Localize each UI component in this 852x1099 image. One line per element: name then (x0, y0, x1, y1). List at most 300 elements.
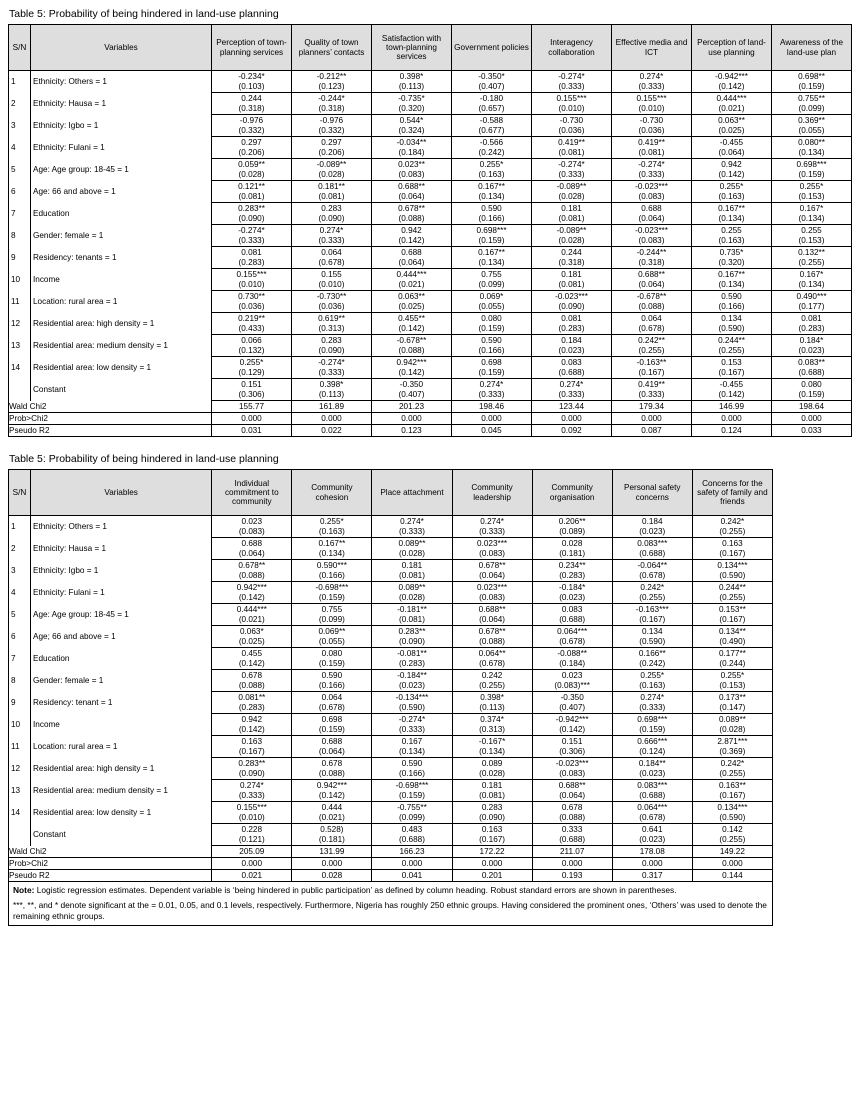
std-error-cell: (0.153) (692, 681, 772, 692)
coefficient-cell: -0.976 (212, 115, 292, 126)
table-row (9, 780, 773, 791)
coefficient-cell: 0.590 (692, 291, 772, 302)
std-error-cell: (0.010) (212, 813, 292, 824)
coefficient-cell: -0.274* (612, 159, 692, 170)
statistic-value: 172.22 (452, 846, 532, 858)
table-row (9, 626, 773, 637)
row-serial: 6 (9, 626, 31, 648)
std-error-cell: (0.090) (292, 346, 372, 357)
coefficient-cell: 0.177** (692, 648, 772, 659)
coefficient-cell: 0.244** (692, 582, 772, 593)
table-row (9, 560, 773, 571)
row-variable-name: Age: Age group: 18-45 = 1 (31, 604, 212, 626)
std-error-cell: (0.142) (532, 725, 612, 736)
coefficient-cell: 0.081 (212, 247, 292, 258)
coefficient-cell: 0.023** (372, 159, 452, 170)
statistic-value: 166.23 (372, 846, 452, 858)
std-error-cell: (0.064) (452, 571, 532, 582)
std-error-cell: (0.407) (372, 390, 452, 401)
row-variable-name: Ethnicity: Others = 1 (31, 516, 212, 538)
statistic-value: 0.000 (372, 413, 452, 425)
coefficient-cell: 0.942*** (292, 780, 372, 791)
regression-table (8, 469, 773, 882)
table-spacer (8, 437, 773, 451)
row-serial: 13 (9, 335, 31, 357)
std-error-cell: (0.283) (212, 703, 292, 714)
std-error-cell: (0.142) (692, 390, 772, 401)
coefficient-cell: 0.688 (292, 736, 372, 747)
std-error-cell: (0.099) (292, 615, 372, 626)
std-error-cell: (0.083) (532, 769, 612, 780)
std-error-cell: (0.153) (772, 236, 852, 247)
std-error-cell: (0.166) (452, 346, 532, 357)
coefficient-cell: -0.678** (372, 335, 452, 346)
coefficient-cell: 0.181** (292, 181, 372, 192)
std-error-cell: (0.242) (452, 148, 532, 159)
coefficient-cell: 0.590*** (292, 560, 372, 571)
statistic-label: Pseudo R2 (9, 870, 212, 882)
coefficient-cell: -0.274* (532, 71, 612, 82)
std-error-cell: (0.134) (452, 258, 532, 269)
coefficient-cell: -0.350 (372, 379, 452, 390)
coefficient-cell: -0.023*** (532, 758, 612, 769)
row-variable-name: Residency: tenant = 1 (31, 692, 212, 714)
statistic-value: 123.44 (532, 401, 612, 413)
std-error-cell: (0.028) (212, 170, 292, 181)
std-error-cell: (0.177) (772, 302, 852, 313)
column-header-8: Concerns for the safety of family and friends (692, 470, 772, 516)
coefficient-cell: 0.698** (772, 71, 852, 82)
statistic-value: 0.317 (612, 870, 692, 882)
coefficient-cell: -0.730** (292, 291, 372, 302)
table-row (9, 203, 852, 214)
coefficient-cell: 0.134*** (692, 802, 772, 813)
coefficient-cell: -0.023*** (612, 225, 692, 236)
coefficient-cell: 0.163 (692, 538, 772, 549)
row-variable-name: Residential area: high density = 1 (31, 758, 212, 780)
coefficient-cell: 0.167** (292, 538, 372, 549)
std-error-cell: (0.490) (692, 637, 772, 648)
std-error-cell: (0.090) (532, 302, 612, 313)
std-error-cell: (0.244) (692, 659, 772, 670)
coefficient-cell: 0.167** (452, 247, 532, 258)
std-error-cell: (0.090) (212, 214, 292, 225)
coefficient-cell: -0.244* (292, 93, 372, 104)
coefficient-cell: 0.134 (692, 313, 772, 324)
statistic-value: 0.033 (772, 425, 852, 437)
coefficient-cell: 0.064*** (612, 802, 692, 813)
std-error-cell: (0.134) (772, 214, 852, 225)
std-error-cell: (0.064) (212, 549, 292, 560)
coefficient-cell: 0.283 (292, 203, 372, 214)
table-block-1 (8, 8, 844, 437)
coefficient-cell: 0.274* (532, 379, 612, 390)
table-row (9, 225, 852, 236)
std-error-cell: (0.099) (372, 813, 452, 824)
std-error-cell: (0.088) (452, 637, 532, 648)
std-error-cell: (0.318) (212, 104, 292, 115)
table-row (9, 582, 773, 593)
std-error-cell: (0.163) (292, 527, 372, 538)
coefficient-cell: 0.069** (292, 626, 372, 637)
statistic-value: 0.000 (532, 413, 612, 425)
coefficient-cell: 0.081 (772, 313, 852, 324)
row-variable-name: Ethnicity: Igbo = 1 (31, 560, 212, 582)
std-error-cell: (0.181) (292, 835, 372, 846)
table-row (9, 758, 773, 769)
coefficient-cell: -0.134*** (372, 692, 452, 703)
std-error-cell: (0.255) (452, 681, 532, 692)
std-error-cell: (0.088) (212, 681, 292, 692)
coefficient-cell: 0.023 (212, 516, 292, 527)
std-error-cell: (0.025) (692, 126, 772, 137)
coefficient-cell: 0.297 (292, 137, 372, 148)
table-row (9, 538, 773, 549)
coefficient-cell: 0.155*** (532, 93, 612, 104)
coefficient-cell: -0.942*** (532, 714, 612, 725)
coefficient-cell: 0.155*** (212, 269, 292, 280)
std-error-cell: (0.036) (532, 126, 612, 137)
statistic-value: 211.07 (532, 846, 612, 858)
row-serial: 10 (9, 269, 31, 291)
std-error-cell: (0.147) (692, 703, 772, 714)
std-error-cell: (0.333) (612, 703, 692, 714)
statistic-value: 0.045 (452, 425, 532, 437)
std-error-cell: (0.306) (212, 390, 292, 401)
row-variable-name: Ethnicity: Hausa = 1 (31, 93, 212, 115)
coefficient-cell: 0.181 (452, 780, 532, 791)
coefficient-cell: -0.181** (372, 604, 452, 615)
statistic-value: 0.092 (532, 425, 612, 437)
statistic-value: 0.123 (372, 425, 452, 437)
coefficient-cell: 0.083** (772, 357, 852, 368)
coefficient-cell: 0.698 (452, 357, 532, 368)
std-error-cell: (0.167) (692, 791, 772, 802)
std-error-cell: (0.083)*** (532, 681, 612, 692)
std-error-cell: (0.088) (212, 571, 292, 582)
coefficient-cell: -0.064** (612, 560, 692, 571)
std-error-cell: (0.166) (452, 214, 532, 225)
std-error-cell: (0.318) (612, 258, 692, 269)
table-row (9, 379, 852, 390)
std-error-cell: (0.255) (692, 593, 772, 604)
std-error-cell: (0.159) (772, 390, 852, 401)
std-error-cell: (0.181) (532, 549, 612, 560)
row-serial: 4 (9, 582, 31, 604)
row-serial: 14 (9, 357, 31, 379)
coefficient-cell: 0.483 (372, 824, 452, 835)
std-error-cell: (0.081) (532, 280, 612, 291)
std-error-cell: (0.028) (452, 769, 532, 780)
coefficient-cell: 0.089** (372, 538, 452, 549)
statistic-row (9, 858, 773, 870)
row-serial: 11 (9, 736, 31, 758)
row-serial (9, 379, 31, 401)
row-variable-name: Education (31, 203, 212, 225)
table-row (9, 313, 852, 324)
row-serial: 1 (9, 516, 31, 538)
std-error-cell: (0.206) (212, 148, 292, 159)
coefficient-cell: 0.153 (692, 357, 772, 368)
std-error-cell: (0.088) (292, 769, 372, 780)
std-error-cell: (0.678) (452, 659, 532, 670)
coefficient-cell: 0.755 (292, 604, 372, 615)
std-error-cell: (0.313) (452, 725, 532, 736)
coefficient-cell: 0.283 (292, 335, 372, 346)
row-serial: 1 (9, 71, 31, 93)
coefficient-cell: 0.184 (612, 516, 692, 527)
column-header-7: Effective media and ICT (612, 25, 692, 71)
std-error-cell: (0.010) (292, 280, 372, 291)
row-serial: 3 (9, 115, 31, 137)
row-variable-name: Ethnicity: Fulani = 1 (31, 582, 212, 604)
std-error-cell: (0.159) (452, 368, 532, 379)
coefficient-cell: 0.063* (212, 626, 292, 637)
coefficient-cell: 0.274* (212, 780, 292, 791)
coefficient-cell: 0.064 (292, 692, 372, 703)
coefficient-cell: 0.455** (372, 313, 452, 324)
std-error-cell: (0.333) (372, 725, 452, 736)
std-error-cell: (0.159) (372, 791, 452, 802)
coefficient-cell: 0.419** (612, 137, 692, 148)
std-error-cell: (0.023) (612, 769, 692, 780)
std-error-cell: (0.255) (692, 527, 772, 538)
coefficient-cell: 0.181 (532, 269, 612, 280)
row-variable-name: Residential area: low density = 1 (31, 357, 212, 379)
std-error-cell: (0.167) (692, 549, 772, 560)
row-serial: 8 (9, 670, 31, 692)
coefficient-cell: 0.080 (772, 379, 852, 390)
std-error-cell: (0.166) (692, 302, 772, 313)
table-row (9, 335, 852, 346)
coefficient-cell: 0.678** (372, 203, 452, 214)
coefficient-cell: -0.274* (292, 357, 372, 368)
coefficient-cell: 0.755 (452, 269, 532, 280)
coefficient-cell: 0.089 (452, 758, 532, 769)
std-error-cell: (0.134) (692, 280, 772, 291)
coefficient-cell: 0.398* (292, 379, 372, 390)
std-error-cell: (0.255) (612, 346, 692, 357)
std-error-cell: (0.678) (612, 571, 692, 582)
coefficient-cell: -0.163** (612, 357, 692, 368)
std-error-cell: (0.333) (612, 82, 692, 93)
std-error-cell: (0.142) (372, 236, 452, 247)
std-error-cell: (0.088) (532, 813, 612, 824)
coefficient-cell: 0.688** (372, 181, 452, 192)
coefficient-cell: 0.080 (452, 313, 532, 324)
coefficient-cell: 0.274* (452, 379, 532, 390)
coefficient-cell: 0.283** (212, 758, 292, 769)
std-error-cell: (0.678) (532, 637, 612, 648)
std-error-cell: (0.081) (372, 615, 452, 626)
coefficient-cell: 0.678** (452, 626, 532, 637)
coefficient-cell: 0.698*** (452, 225, 532, 236)
std-error-cell: (0.688) (532, 835, 612, 846)
coefficient-cell: 0.023*** (452, 582, 532, 593)
coefficient-cell: 0.064 (612, 313, 692, 324)
coefficient-cell: 0.155*** (612, 93, 692, 104)
row-variable-name: Education (31, 648, 212, 670)
std-error-cell: (0.333) (532, 170, 612, 181)
column-header-1: Variables (31, 470, 212, 516)
coefficient-cell: 0.063** (372, 291, 452, 302)
std-error-cell: (0.166) (292, 571, 372, 582)
coefficient-cell: 0.242* (612, 582, 692, 593)
coefficient-cell: 0.173** (692, 692, 772, 703)
coefficient-cell: 0.134 (612, 626, 692, 637)
std-error-cell: (0.134) (772, 280, 852, 291)
row-serial: 2 (9, 538, 31, 560)
std-error-cell: (0.167) (612, 615, 692, 626)
std-error-cell: (0.142) (372, 368, 452, 379)
row-variable-name: Ethnicity: Hausa = 1 (31, 538, 212, 560)
statistic-label: Wald Chi2 (9, 846, 212, 858)
std-error-cell: (0.083) (452, 593, 532, 604)
statistic-row (9, 401, 852, 413)
std-error-cell: (0.688) (612, 549, 692, 560)
statistic-value: 0.000 (692, 858, 772, 870)
column-header-4: Satisfaction with town-planning services (372, 25, 452, 71)
row-serial: 12 (9, 758, 31, 780)
coefficient-cell: 0.369** (772, 115, 852, 126)
coefficient-cell: 0.398* (452, 692, 532, 703)
std-error-cell: (0.306) (532, 747, 612, 758)
std-error-cell: (0.163) (692, 192, 772, 203)
coefficient-cell: -0.089** (532, 225, 612, 236)
statistic-row (9, 413, 852, 425)
std-error-cell: (0.142) (692, 170, 772, 181)
coefficient-cell: 0.242 (452, 670, 532, 681)
std-error-cell: (0.036) (292, 302, 372, 313)
std-error-cell: (0.324) (372, 126, 452, 137)
std-error-cell: (0.036) (612, 126, 692, 137)
coefficient-cell: 0.528) (292, 824, 372, 835)
coefficient-cell: 0.083 (532, 357, 612, 368)
coefficient-cell: -0.455 (692, 379, 772, 390)
row-variable-name: Residential area: medium density = 1 (31, 780, 212, 802)
column-header-2: Perception of town-planning services (212, 25, 292, 71)
std-error-cell: (0.142) (212, 593, 292, 604)
coefficient-cell: 0.121** (212, 181, 292, 192)
coefficient-cell: -0.942*** (692, 71, 772, 82)
column-header-3: Quality of town planners’ contacts (292, 25, 372, 71)
coefficient-cell: 0.255* (292, 516, 372, 527)
row-serial: 9 (9, 247, 31, 269)
std-error-cell: (0.023) (372, 681, 452, 692)
std-error-cell: (0.132) (212, 346, 292, 357)
coefficient-cell: 0.083 (532, 604, 612, 615)
statistic-row (9, 846, 773, 858)
std-error-cell: (0.255) (692, 769, 772, 780)
coefficient-cell: 0.455 (212, 648, 292, 659)
std-error-cell: (0.688) (772, 368, 852, 379)
std-error-cell: (0.129) (212, 368, 292, 379)
std-error-cell: (0.064) (372, 258, 452, 269)
statistic-value: 0.193 (532, 870, 612, 882)
coefficient-cell: -0.274* (532, 159, 612, 170)
statistic-value: 178.08 (612, 846, 692, 858)
table-row (9, 670, 773, 681)
statistic-value: 0.000 (612, 858, 692, 870)
row-serial (9, 824, 31, 846)
coefficient-cell: 0.297 (212, 137, 292, 148)
coefficient-cell: 0.544* (372, 115, 452, 126)
coefficient-cell: 0.688** (532, 780, 612, 791)
coefficient-cell: 0.142 (692, 824, 772, 835)
std-error-cell: (0.159) (452, 236, 532, 247)
table-notes (8, 882, 773, 926)
std-error-cell: (0.064) (292, 747, 372, 758)
coefficient-cell: 0.244** (692, 335, 772, 346)
coefficient-cell: -0.180 (452, 93, 532, 104)
coefficient-cell: 0.942 (212, 714, 292, 725)
coefficient-cell: 0.255* (612, 670, 692, 681)
coefficient-cell: 0.419** (612, 379, 692, 390)
std-error-cell: (0.167) (692, 368, 772, 379)
statistic-value: 0.021 (212, 870, 292, 882)
statistic-label: Prob>Chi2 (9, 413, 212, 425)
std-error-cell: (0.320) (692, 258, 772, 269)
coefficient-cell: -0.730 (532, 115, 612, 126)
statistic-value: 201.23 (372, 401, 452, 413)
coefficient-cell: -0.088** (532, 648, 612, 659)
coefficient-cell: 0.163** (692, 780, 772, 791)
notes-line-1: Note: Logistic regression estimates. Dependent variable is ‘being hindered in public participation’ as defined by column heading. Robust standard errors are shown in parentheses. (13, 885, 677, 895)
column-header-8: Perception of land-use planning (692, 25, 772, 71)
statistic-value: 0.000 (772, 413, 852, 425)
coefficient-cell: 2.871*** (692, 736, 772, 747)
table-row (9, 357, 852, 368)
coefficient-cell: 0.255* (692, 670, 772, 681)
table-body (9, 71, 852, 437)
std-error-cell: (0.333) (452, 390, 532, 401)
std-error-cell: (0.081) (292, 192, 372, 203)
coefficient-cell: 0.333 (532, 824, 612, 835)
coefficient-cell: 0.688 (212, 538, 292, 549)
coefficient-cell: 0.283** (372, 626, 452, 637)
column-header-6: Community organisation (532, 470, 612, 516)
coefficient-cell: 0.698*** (772, 159, 852, 170)
coefficient-cell: 0.167** (692, 269, 772, 280)
notes-line-2: ***, **, and * denote significant at the = 0.01, 0.05, and 0.1 levels, respectively. Furthermore, Nigeria has roughly 250 ethnic groups. Having considered the prominent ones, ‘Others’ was used to denote the remaining ethnic groups. (13, 899, 767, 921)
std-error-cell: (0.010) (532, 104, 612, 115)
table-row (9, 93, 852, 104)
std-error-cell: (0.688) (372, 835, 452, 846)
coefficient-cell: 0.167** (452, 181, 532, 192)
coefficient-cell: 0.023*** (452, 538, 532, 549)
std-error-cell: (0.083) (612, 192, 692, 203)
coefficient-cell: 0.698*** (612, 714, 692, 725)
std-error-cell: (0.055) (452, 302, 532, 313)
coefficient-cell: -0.730 (612, 115, 692, 126)
std-error-cell: (0.021) (372, 280, 452, 291)
std-error-cell: (0.590) (692, 813, 772, 824)
std-error-cell: (0.433) (212, 324, 292, 335)
std-error-cell: (0.090) (452, 813, 532, 824)
std-error-cell: (0.142) (292, 791, 372, 802)
coefficient-cell: 0.374* (452, 714, 532, 725)
row-variable-name: Residential area: low density = 1 (31, 802, 212, 824)
coefficient-cell: 0.234** (532, 560, 612, 571)
column-header-6: Interagency collaboration (532, 25, 612, 71)
row-serial: 5 (9, 159, 31, 181)
coefficient-cell: 0.942 (372, 225, 452, 236)
coefficient-cell: 0.083*** (612, 538, 692, 549)
row-serial: 4 (9, 137, 31, 159)
std-error-cell: (0.159) (772, 82, 852, 93)
coefficient-cell: 0.942*** (372, 357, 452, 368)
coefficient-cell: 0.228 (212, 824, 292, 835)
